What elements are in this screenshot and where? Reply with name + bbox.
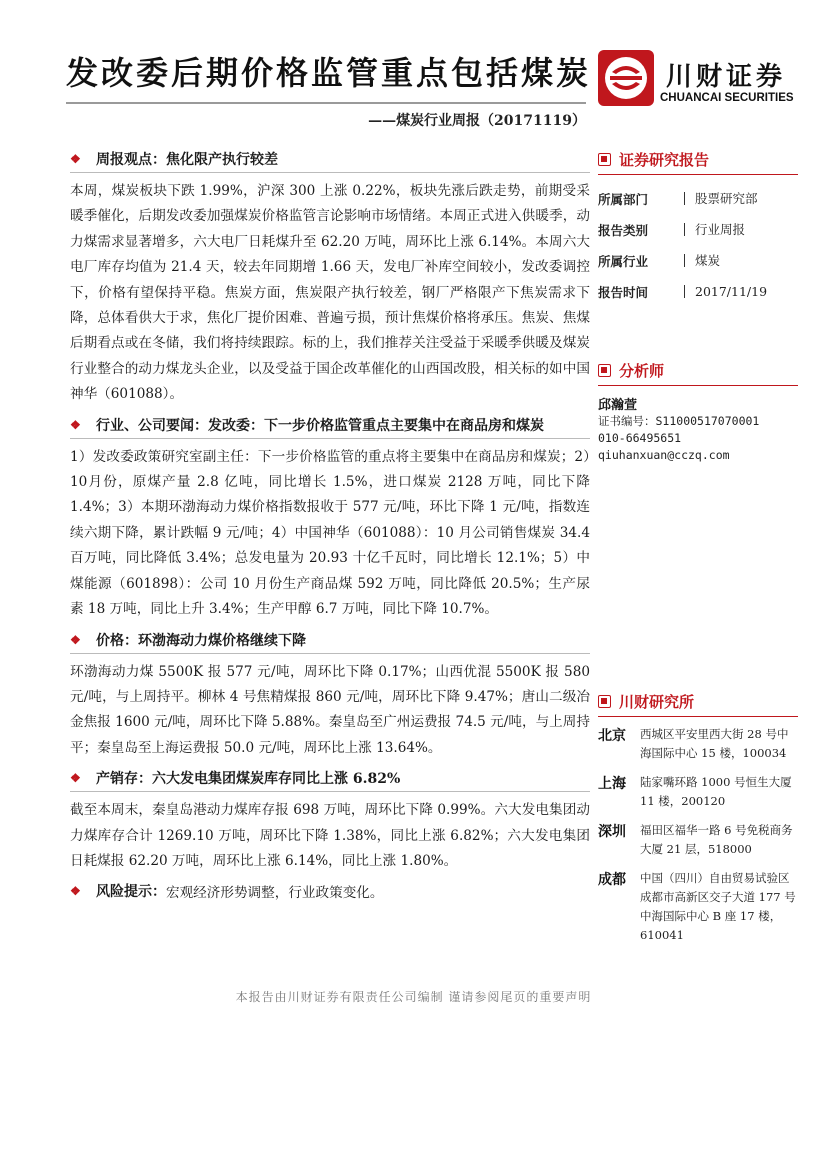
section-heading-view: [70, 148, 590, 170]
logo-chinese-name: 川财证券: [666, 62, 787, 92]
section-paragraph: 1）发改委政策研究室副主任：下一步价格监管的重点将主要集中在商品房和煤炭；2）10月份，原煤产量 2.8 亿吨，同比增长 1.5%，进口煤炭 2128 万吨，同比下降 1.4%；3）本期环渤海动力煤价格指数报收于 577 元/吨，环比下降 1 元/吨，指数连续六期下降，累计跌幅 9 元/吨；4）中国神华（601088）：10 月公司销售煤炭 34.4 百万吨，同比降低 3.4%；总发电量为 20.93 十亿千瓦时，同比增长 12.1%；5）中煤能源（601898）：公司 10 月份生产商品煤 592 万吨，同比降低 20.5%；生产尿素 18 万吨，同比上升 3.4%；生产甲醇 6.7 万吨，同比下降 10.7%。: [70, 448, 590, 618]
section-heading-inventory: [70, 767, 590, 789]
section-paragraph: 本周，煤炭板块下跌 1.99%，沪深 300 上涨 0.22%，板块先涨后跌走势，前期受采暖季催化，后期发改委加强煤炭价格监管言论影响市场情绪。本周正式进入供暖季，动力煤需求显著增多，六大电厂日耗煤升至 62.20 万吨，周环比上涨 6.14%。本周六大电厂库存均值为 21.4 天，较去年同期增 1.66 天，发电厂补库空间较小，发改委调控下，价格有望保持平稳。焦炭方面，焦炭限产执行较差，钢厂严格限产下焦炭需求下降，总体看供大于求，焦化厂提价困难、普遍亏损，预计焦煤价格将承压。焦炭、焦煤后期看点或在冬储，我们将持续跟踪。标的上，我们推荐关注受益于采暖季供暖及煤炭行业整合的动力煤龙头企业，以及受益于国企改革催化的山西国改股，相关标的如中国神华（601088）。: [70, 183, 590, 403]
analyst-cert: 证书编号：S1100051707000​1: [598, 414, 760, 428]
office-shanghai: 上海 陆家嘴环路 1000 号恒生大厦 11 楼，200120: [598, 775, 792, 808]
risk-text: 宏观经济形势调整，行业政策变化。: [166, 885, 384, 902]
square-bullet-icon: [598, 695, 611, 708]
analyst-heading: 分析师: [598, 359, 798, 381]
footer-disclaimer: 本报告由川财证券有限责任公司编制 谨请参阅尾页的重要声明: [235, 990, 592, 1004]
square-bullet-icon: [598, 153, 611, 166]
section-title: 周报观点：焦化限产执行较差: [96, 152, 278, 168]
diamond-bullet-icon: ❖: [70, 632, 81, 647]
info-row-category: 报告类别 行业周报: [598, 222, 746, 238]
office-beijing: 北京 西城区平安里西大街 28 号中海国际中心 15 楼，100034: [598, 727, 789, 760]
office-shenzhen: 深圳 福田区福华一路 6 号免税商务大厦 21 层，518000: [598, 823, 793, 856]
sidebar-rule: [598, 174, 798, 175]
section-title: 价格：环渤海动力煤价格继续下降: [96, 632, 306, 649]
sidebar-rule: [598, 385, 798, 386]
diamond-bullet-icon: ❖: [70, 884, 81, 899]
office-chengdu: 成都 中国（四川）自由贸易试验区成都市高新区交子大道 177 号中海国际中心 B 座 17 楼，610041: [598, 871, 796, 942]
section-heading-price: [70, 629, 590, 651]
analyst-email[interactable]: qiuhanxuan@cczq.com: [598, 448, 730, 462]
main-column: [70, 148, 590, 902]
company-logo: [598, 50, 798, 110]
diamond-bullet-icon: ❖: [70, 152, 81, 166]
sidebar-rule: [598, 716, 798, 717]
section-divider: [70, 438, 590, 439]
title-rule: [66, 102, 586, 104]
info-row-department: 所属部门 股票研究部: [598, 191, 758, 207]
section-heading-news: [70, 414, 590, 436]
diamond-bullet-icon: ❖: [70, 771, 81, 786]
report-title: 发改委后期价格监管重点包括煤炭: [66, 54, 592, 92]
section-divider: [70, 172, 590, 173]
info-row-industry: 所属行业 煤炭: [598, 253, 721, 269]
section-title: 行业、公司要闻：发改委：下一步价格监管重点主要集中在商品房和煤炭: [96, 417, 544, 434]
section-divider: [70, 653, 590, 654]
analyst-phone: 010-66495651: [598, 431, 682, 445]
square-bullet-icon: [598, 364, 611, 377]
sidebar: [598, 148, 798, 955]
institute-heading: 川财研究所: [598, 690, 798, 712]
section-divider: [70, 791, 590, 792]
report-info-heading: 证券研究报告: [598, 148, 798, 170]
analyst-name: 邱瀚萱: [598, 398, 638, 413]
section-paragraph: 截至本周末，秦皇岛港动力煤库存报 698 万吨，周环比下降 0.99%。六大发电集团动力煤库存合计 1269.10 万吨，周环比下降 1.38%，同比上涨 6.82%；六大发电集团日耗煤报 62.20 万吨，周环比上涨 6.14%，同比上涨 1.80%。: [70, 802, 590, 869]
info-row-date: 报告时间 2017/11/19: [598, 284, 768, 300]
risk-warning: [70, 880, 590, 902]
section-title: 产销存：六大发电集团煤炭库存同比上涨 6.82%: [96, 771, 401, 788]
section-paragraph: 环渤海动力煤 5500K 报 577 元/吨，周环比下降 0.17%；山西优混 5500K 报 580 元/吨，与上周持平。柳林 4 号焦精煤报 860 元/吨，周环比下降 9.47%；唐山二级冶金焦报 1600 元/吨，周环比下降 5.88%。秦皇岛至广州运费报 74.5 元/吨，与上周持平；秦皇岛至上海运费报 50.0 元/吨，周环比上涨 13.64%。: [70, 663, 590, 756]
chuancai-logo-icon: [598, 50, 654, 106]
logo-english-name: CHUANCAI SECURITIES: [660, 92, 794, 104]
report-subtitle: ——煤炭行业周报（20171119）: [368, 113, 586, 129]
risk-label: 风险提示：: [96, 884, 166, 901]
diamond-bullet-icon: ❖: [70, 417, 81, 432]
